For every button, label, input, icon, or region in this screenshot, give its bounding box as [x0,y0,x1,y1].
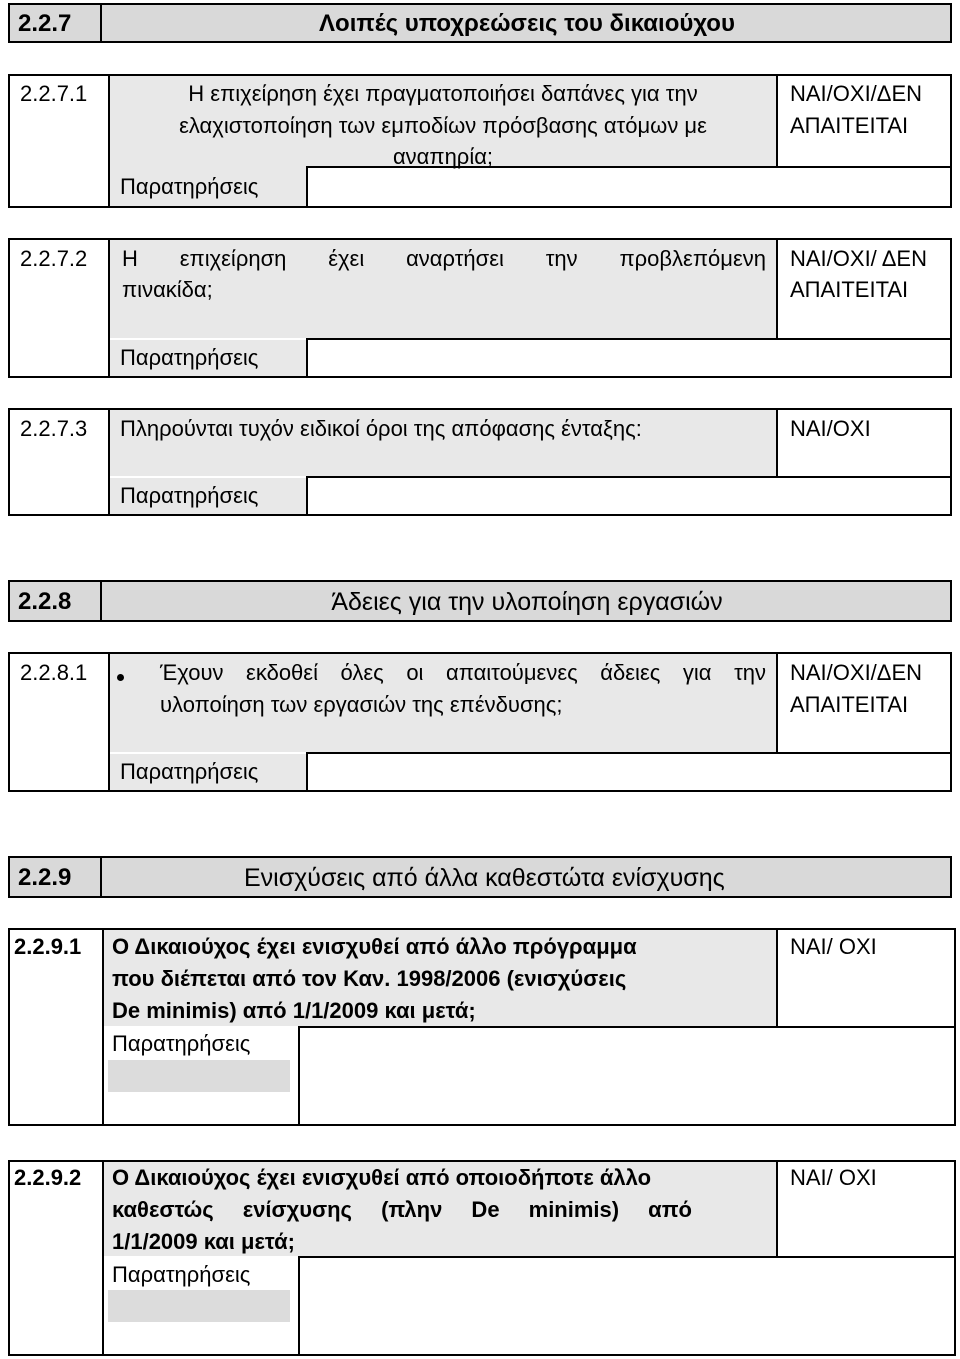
answer-option[interactable]: ΝΑΙ/ΟΧΙ/ ΔΕΝ [790,246,927,271]
section-title: Ενισχύσεις από άλλα καθεστώτα ενίσχυσης [244,864,725,892]
divider [102,928,104,1126]
question-line: Ο Δικαιούχος έχει ενισχυθεί από άλλο πρόγραμμα [112,934,637,959]
answer-option[interactable]: ΑΠΑΙΤΕΙΤΑΙ [790,692,909,717]
answer-option[interactable]: ΝΑΙ/ ΟΧΙ [790,934,877,959]
question-line: αναπηρία; [392,144,494,169]
remarks-label: Παρατηρήσεις [120,345,259,370]
divider [776,1160,778,1258]
question-line: καθεστώς ενίσχυσης (πλην De minimis) από [112,1197,692,1222]
item-number: 2.2.7.2 [20,246,88,271]
remarks-label: Παρατηρήσεις [112,1031,251,1056]
remarks-field[interactable] [300,1028,954,1124]
item-number: 2.2.7.3 [20,416,88,441]
remarks-field[interactable] [308,168,950,206]
remarks-label: Παρατηρήσεις [112,1262,251,1287]
item-number: 2.2.8.1 [20,660,88,685]
answer-option[interactable]: ΑΠΑΙΤΕΙΤΑΙ [790,113,909,138]
remarks-label: Παρατηρήσεις [120,174,259,199]
question-line: Η επιχείρηση έχει πραγματοποιήσει δαπάνες για την [188,81,698,106]
section-number: 2.2.9 [18,864,72,891]
answer-option[interactable]: ΝΑΙ/ΟΧΙ/ΔΕΝ [790,81,923,106]
section-number: 2.2.8 [18,588,72,615]
question-line: ελαχιστοποίηση των εμποδίων πρόσβασης ατόμων με [179,113,707,138]
section-number: 2.2.7 [18,10,72,37]
remarks-label-cell [108,1060,290,1092]
divider [776,408,778,478]
remarks-field[interactable] [300,1258,954,1354]
question-line: υλοποίηση των εργασιών της επένδυσης; [160,692,563,717]
question-line: Έχουν εκδοθεί όλες οι απαιτούμενες άδειες για την [160,660,766,685]
section-header-divider [100,856,102,898]
remarks-field[interactable] [308,754,950,790]
divider [776,652,778,754]
divider [776,74,778,168]
remarks-label-cell [108,1290,290,1322]
question-line: De minimis) από 1/1/2009 και μετά; [112,998,476,1023]
divider [776,238,778,340]
divider [102,1160,104,1356]
item-number: 2.2.7.1 [20,81,88,106]
question-line: πινακίδα; [122,277,213,302]
remarks-label: Παρατηρήσεις [120,759,259,784]
remarks-label: Παρατηρήσεις [120,483,259,508]
bullet-icon [117,674,124,681]
section-title: Άδειες για την υλοποίηση εργασιών [331,588,723,616]
answer-option[interactable]: ΑΠΑΙΤΕΙΤΑΙ [790,277,909,302]
divider [776,928,778,1028]
question-line: Η επιχείρηση έχει αναρτήσει την προβλεπόμενη [122,246,766,271]
section-title: Λοιπές υποχρεώσεις του δικαιούχου [319,10,735,37]
item-number: 2.2.9.2 [14,1165,82,1190]
remarks-field[interactable] [308,340,950,376]
remarks-field[interactable] [308,478,950,514]
answer-option[interactable]: ΝΑΙ/ΟΧΙ [790,416,871,441]
question-line: που διέπεται από τον Καν. 1998/2006 (ενισχύσεις [112,966,627,991]
question-line: Ο Δικαιούχος έχει ενισχυθεί από οποιοδήποτε άλλο [112,1165,652,1190]
question-line: 1/1/2009 και μετά; [112,1229,295,1254]
item-number: 2.2.9.1 [14,934,82,959]
answer-option[interactable]: ΝΑΙ/ΟΧΙ/ΔΕΝ [790,660,923,685]
answer-option[interactable]: ΝΑΙ/ ΟΧΙ [790,1165,877,1190]
question-line: Πληρούνται τυχόν ειδικοί όροι της απόφασης ένταξης: [120,416,642,441]
